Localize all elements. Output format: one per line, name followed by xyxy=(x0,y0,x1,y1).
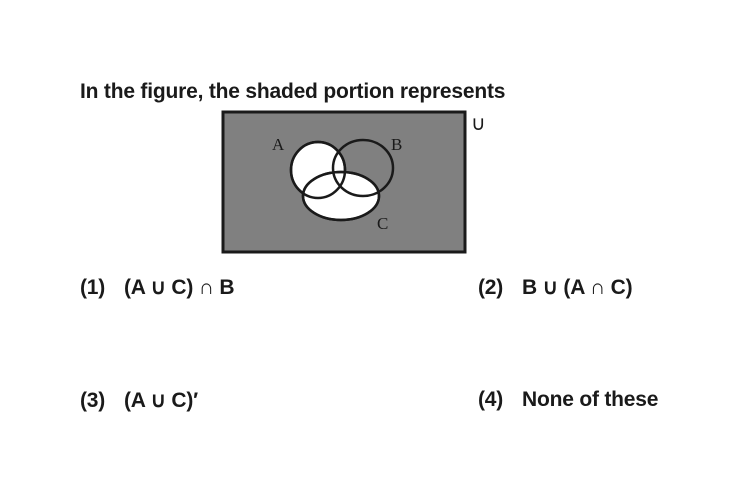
venn-diagram-svg xyxy=(218,108,498,258)
option-1[interactable] xyxy=(80,275,234,300)
option-2-text: B ∪ (A ∩ C) xyxy=(522,276,633,299)
option-4-text: None of these xyxy=(522,388,659,411)
option-3-number: (3) xyxy=(80,389,106,412)
option-1-text: (A ∪ C) ∩ B xyxy=(124,276,235,299)
option-2[interactable] xyxy=(478,275,632,300)
venn-diagram xyxy=(218,108,498,258)
option-1-number: (1) xyxy=(80,276,106,299)
option-3[interactable] xyxy=(80,388,198,413)
option-4-number: (4) xyxy=(478,388,504,411)
stray-union-symbol: ∪ xyxy=(471,113,486,135)
set-b-label: B xyxy=(391,135,403,154)
option-3-text: (A ∪ C)′ xyxy=(124,389,199,412)
option-2-number: (2) xyxy=(478,276,504,299)
question-text: In the figure, the shaded portion represents xyxy=(80,80,506,103)
set-a-label: A xyxy=(272,135,285,154)
option-4[interactable] xyxy=(478,388,658,412)
set-c-label: C xyxy=(377,214,389,233)
